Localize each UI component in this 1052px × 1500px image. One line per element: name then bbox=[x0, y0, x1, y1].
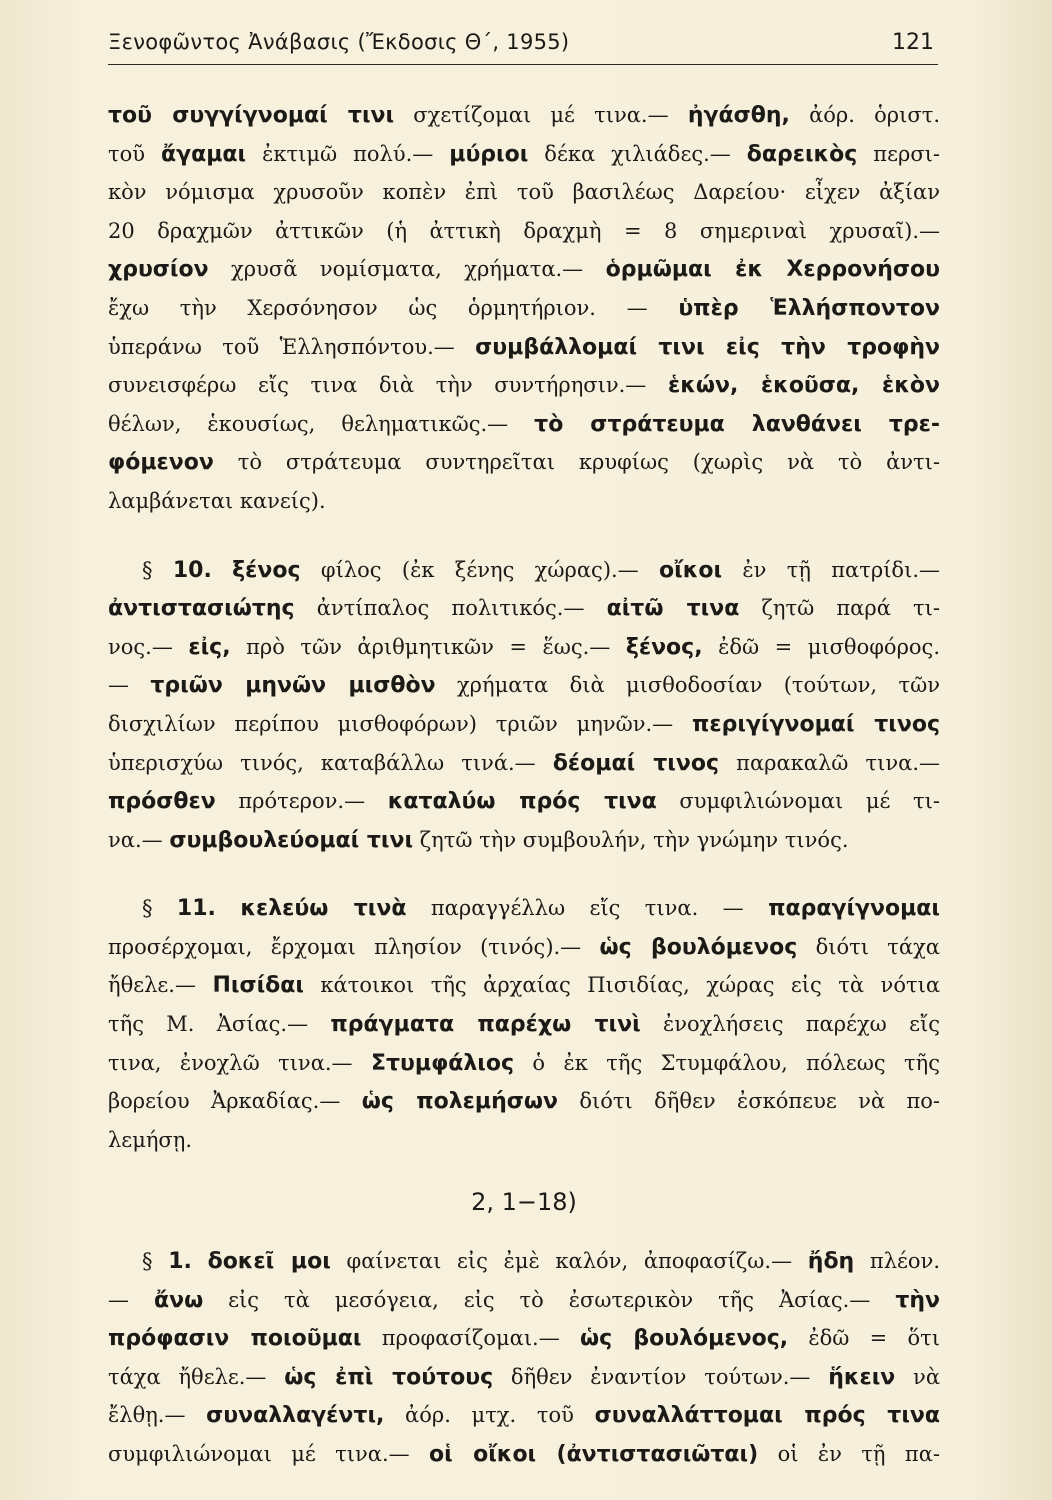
headword: ἑκών, ἑκοῦσα, ἑκὸν bbox=[667, 373, 940, 399]
gloss-text: συμφιλιώνομαι μέ τι- bbox=[656, 789, 940, 814]
headword: τοῦ συγγίγνομαί τινι bbox=[108, 103, 395, 128]
headword: ὡς πολεμήσων bbox=[361, 1089, 559, 1115]
text-line bbox=[108, 589, 940, 628]
gloss-text: σχετίζομαι μέ τινα.— bbox=[394, 103, 688, 127]
headword: ὡς βουλόμενος bbox=[599, 934, 798, 960]
text-line bbox=[108, 1121, 940, 1160]
headword: συναλλαγέντι, bbox=[206, 1403, 385, 1429]
gloss-text: παραγγέλλω εἴς τινα. — bbox=[406, 896, 769, 921]
gloss-text: δισχιλίων περίπου μισθοφόρων) τριῶν μηνῶν.— bbox=[108, 711, 692, 736]
gloss-text: τοῦ bbox=[108, 141, 162, 166]
text-line bbox=[108, 1319, 940, 1358]
gloss-text: κὸν νόμισμα χρυσοῦν κοπὲν ἐπὶ τοῦ βασιλέως Δαρείου· εἶχεν ἀξίαν bbox=[108, 180, 940, 205]
gloss-text: ἐν τῇ πατρίδι.— bbox=[722, 557, 940, 582]
text-line bbox=[108, 928, 940, 967]
gloss-text: λεμήσῃ. bbox=[108, 1127, 193, 1152]
gloss-text: — bbox=[108, 1287, 154, 1312]
text-line bbox=[108, 1435, 940, 1474]
gloss-text: να.— bbox=[108, 827, 170, 852]
headword: οἱ οἴκοι (ἀντιστασιῶται) bbox=[429, 1442, 759, 1467]
gloss-text: διότι δῆθεν ἐσκόπευε νὰ πο- bbox=[558, 1089, 940, 1114]
headword: παραγίγνομαι bbox=[768, 896, 940, 922]
text-line bbox=[108, 1281, 940, 1320]
gloss-text: ὁ ἐκ τῆς Στυμφάλου, πόλεως τῆς bbox=[514, 1050, 940, 1075]
headword: ξένος bbox=[232, 557, 301, 583]
running-title: Ξενοφῶντος Ἀνάβασις (Ἔκδοσις Θ΄, 1955) bbox=[108, 30, 570, 54]
headword: τὴν bbox=[895, 1287, 940, 1313]
text-line bbox=[108, 1242, 940, 1281]
headword: πράγματα παρέχω τινὶ bbox=[330, 1012, 641, 1038]
headword: 1. bbox=[168, 1249, 192, 1275]
gloss-text: ἐδῶ = ὅτι bbox=[788, 1326, 940, 1351]
gloss-text: νὰ bbox=[895, 1364, 940, 1389]
gloss-text: ἐνοχλήσεις παρέχω εἴς bbox=[640, 1012, 940, 1037]
text-line bbox=[108, 628, 940, 667]
headword: συμβουλεύομαί τινι bbox=[169, 827, 414, 853]
headword: συναλλάττομαι πρός τινα bbox=[594, 1403, 940, 1429]
text-line bbox=[108, 135, 940, 174]
gloss-text: § bbox=[142, 896, 177, 921]
paragraph-glossary-11 bbox=[108, 889, 940, 1159]
gloss-text: βορείου Ἀρκαδίας.— bbox=[108, 1089, 362, 1114]
gloss-text: τῆς Μ. Ἀσίας.— bbox=[108, 1012, 331, 1037]
gloss-text: φίλος (ἐκ ξένης χώρας).— bbox=[300, 557, 660, 582]
text-line bbox=[108, 482, 940, 521]
headword: πρόφασιν ποιοῦμαι bbox=[108, 1326, 362, 1352]
running-header bbox=[108, 26, 938, 65]
text-line bbox=[108, 744, 940, 783]
gloss-text: § bbox=[142, 557, 173, 582]
headword: οἴκοι bbox=[659, 557, 723, 583]
gloss-text: ἀντίπαλος πολιτικός.— bbox=[294, 596, 607, 621]
text-line bbox=[108, 1044, 940, 1083]
text-line bbox=[108, 782, 940, 821]
headword: ἠγάσθη, bbox=[687, 103, 790, 128]
text-line bbox=[108, 212, 940, 251]
headword: ἀντιστασιώτης bbox=[108, 596, 295, 622]
paragraph-glossary-10 bbox=[108, 551, 940, 860]
headword: ξένος, bbox=[625, 634, 703, 660]
gloss-text: περσι- bbox=[857, 141, 940, 166]
text-line bbox=[108, 173, 940, 212]
gloss-text: τάχα ἤθελε.— bbox=[108, 1364, 285, 1389]
gloss-text: ζητῶ τὴν συμβουλήν, τὴν γνώμην τινός. bbox=[413, 827, 849, 852]
headword: περιγίγνομαί τινος bbox=[691, 711, 940, 737]
gloss-text: πρότερον.— bbox=[215, 789, 388, 814]
gloss-text: συμφιλιώνομαι μέ τινα.— bbox=[108, 1442, 430, 1466]
section-heading: 2, 1−18) bbox=[471, 1188, 577, 1217]
gloss-text: πλέον. bbox=[854, 1249, 940, 1274]
text-line bbox=[108, 1082, 940, 1121]
gloss-text: διότι τάχα bbox=[797, 934, 940, 959]
headword: ὡς ἐπὶ τούτους bbox=[284, 1364, 494, 1390]
text-line bbox=[108, 966, 940, 1005]
text-line bbox=[108, 289, 940, 328]
headword: Στυμφάλιος bbox=[370, 1050, 515, 1076]
headword: 11. bbox=[176, 896, 216, 922]
headword: ἤδη bbox=[807, 1249, 855, 1275]
paragraph-glossary-9 bbox=[108, 96, 940, 521]
headword: ἄνω bbox=[153, 1287, 204, 1313]
headword: κελεύω τινὰ bbox=[240, 896, 407, 922]
text-line bbox=[108, 405, 940, 444]
gloss-text: ὑπερισχύω τινός, καταβάλλω τινά.— bbox=[108, 750, 553, 775]
headword: ἄγαμαι bbox=[161, 141, 247, 167]
headword: δαρεικὸς bbox=[746, 141, 858, 167]
text-line bbox=[108, 889, 940, 928]
gloss-text: χρήματα διὰ μισθοδοσίαν (τούτων, τῶν bbox=[435, 673, 940, 698]
text-line bbox=[108, 443, 940, 482]
page-body bbox=[108, 96, 940, 1474]
gloss-text: προφασίζομαι.— bbox=[361, 1326, 580, 1351]
gloss-text: ἔλθῃ.— bbox=[108, 1403, 207, 1428]
gloss-text: εἰς τὰ μεσόγεια, εἰς τὸ ἐσωτερικὸν τῆς Ἀσίας.— bbox=[203, 1287, 896, 1312]
text-line bbox=[108, 366, 940, 405]
gloss-text: κάτοικοι τῆς ἀρχαίας Πισιδίας, χώρας εἰς τὰ νότια bbox=[303, 973, 940, 998]
gloss-text: ἀόρ. ὁριστ. bbox=[789, 103, 940, 127]
text-line bbox=[108, 1358, 940, 1397]
text-line bbox=[108, 1005, 940, 1044]
headword: χρυσίον bbox=[108, 257, 209, 283]
gloss-text: ὑπεράνω τοῦ Ἑλλησπόντου.— bbox=[108, 334, 476, 359]
gloss-text bbox=[212, 558, 232, 582]
headword: 10. bbox=[172, 557, 212, 583]
headword: ὡς βουλόμενος, bbox=[580, 1326, 789, 1352]
headword: φόμενον bbox=[108, 450, 214, 476]
text-line bbox=[108, 328, 940, 367]
headword: συμβάλλομαί τινι εἰς τὴν τροφὴν bbox=[475, 334, 940, 360]
gloss-text: παρακαλῶ τινα.— bbox=[719, 750, 940, 775]
text-line bbox=[108, 1396, 940, 1435]
paragraph-glossary-2-1 bbox=[108, 1242, 940, 1474]
gloss-text: συνεισφέρω εἴς τινα διὰ τὴν συντήρησιν.— bbox=[108, 373, 668, 398]
gloss-text: οἱ ἐν τῇ πα- bbox=[758, 1442, 940, 1466]
gloss-text: § bbox=[142, 1249, 169, 1274]
text-line bbox=[108, 666, 940, 705]
text-line bbox=[108, 551, 940, 590]
gloss-text: φαίνεται εἰς ἐμὲ καλόν, ἀποφασίζω.— bbox=[330, 1249, 808, 1274]
gloss-text: ἤθελε.— bbox=[108, 973, 213, 998]
gloss-text: νος.— bbox=[108, 634, 189, 659]
page-number: 121 bbox=[892, 30, 934, 55]
text-line bbox=[108, 705, 940, 744]
gloss-text bbox=[216, 896, 240, 920]
gloss-text: δέκα χιλιάδες.— bbox=[528, 141, 747, 166]
headword: ὁρμῶμαι ἐκ Χερρονήσου bbox=[605, 257, 940, 283]
gloss-text: ἐδῶ = μισθοφόρος. bbox=[702, 634, 940, 659]
gloss-text bbox=[192, 1249, 208, 1273]
gloss-text: θέλων, ἑκουσίως, θεληματικῶς.— bbox=[108, 411, 535, 436]
headword: δέομαί τινος bbox=[552, 750, 720, 776]
gloss-text: λαμβάνεται κανείς). bbox=[108, 488, 326, 513]
headword: εἰς, bbox=[188, 634, 231, 660]
text-line bbox=[108, 821, 940, 860]
gloss-text: τὸ στράτευμα συντηρεῖται κρυφίως (χωρὶς νὰ τὸ ἀντι- bbox=[213, 450, 940, 475]
headword: πρόσθεν bbox=[108, 789, 216, 815]
headword: μύριοι bbox=[449, 141, 529, 167]
headword: ἥκειν bbox=[828, 1364, 896, 1390]
gloss-text: πρὸ τῶν ἀριθμητικῶν = ἕως.— bbox=[230, 634, 626, 659]
headword: καταλύω πρός τινα bbox=[387, 789, 657, 815]
gloss-text: ἐκτιμῶ πολύ.— bbox=[246, 141, 450, 166]
headword: τριῶν μηνῶν μισθὸν bbox=[150, 673, 436, 699]
headword: αἰτῶ τινα bbox=[606, 596, 740, 622]
gloss-text: τινα, ἐνοχλῶ τινα.— bbox=[108, 1050, 371, 1075]
gloss-text: — bbox=[108, 673, 151, 698]
gloss-text: 20 δραχμῶν ἀττικῶν (ἡ ἀττικὴ δραχμὴ = 8 σημεριναὶ χρυσαῖ).— bbox=[108, 218, 940, 243]
headword: Πισίδαι bbox=[212, 973, 304, 999]
gloss-text: ἀόρ. μτχ. τοῦ bbox=[384, 1403, 595, 1428]
text-line bbox=[108, 250, 940, 289]
headword: ὑπὲρ Ἑλλήσποντον bbox=[678, 295, 940, 321]
gloss-text: δῆθεν ἐναντίον τούτων.— bbox=[493, 1364, 829, 1389]
text-line bbox=[108, 96, 940, 135]
headword: δοκεῖ μοι bbox=[207, 1249, 331, 1275]
gloss-text: ζητῶ παρά τι- bbox=[739, 596, 940, 621]
gloss-text: χρυσᾶ νομίσματα, χρήματα.— bbox=[208, 257, 606, 282]
gloss-text: ἔχω τὴν Χερσόνησον ὡς ὁρμητήριον. — bbox=[108, 295, 679, 320]
gloss-text: προσέρχομαι, ἔρχομαι πλησίον (τινός).— bbox=[108, 934, 600, 959]
headword: τὸ στράτευμα λανθάνει τρε- bbox=[534, 411, 940, 437]
